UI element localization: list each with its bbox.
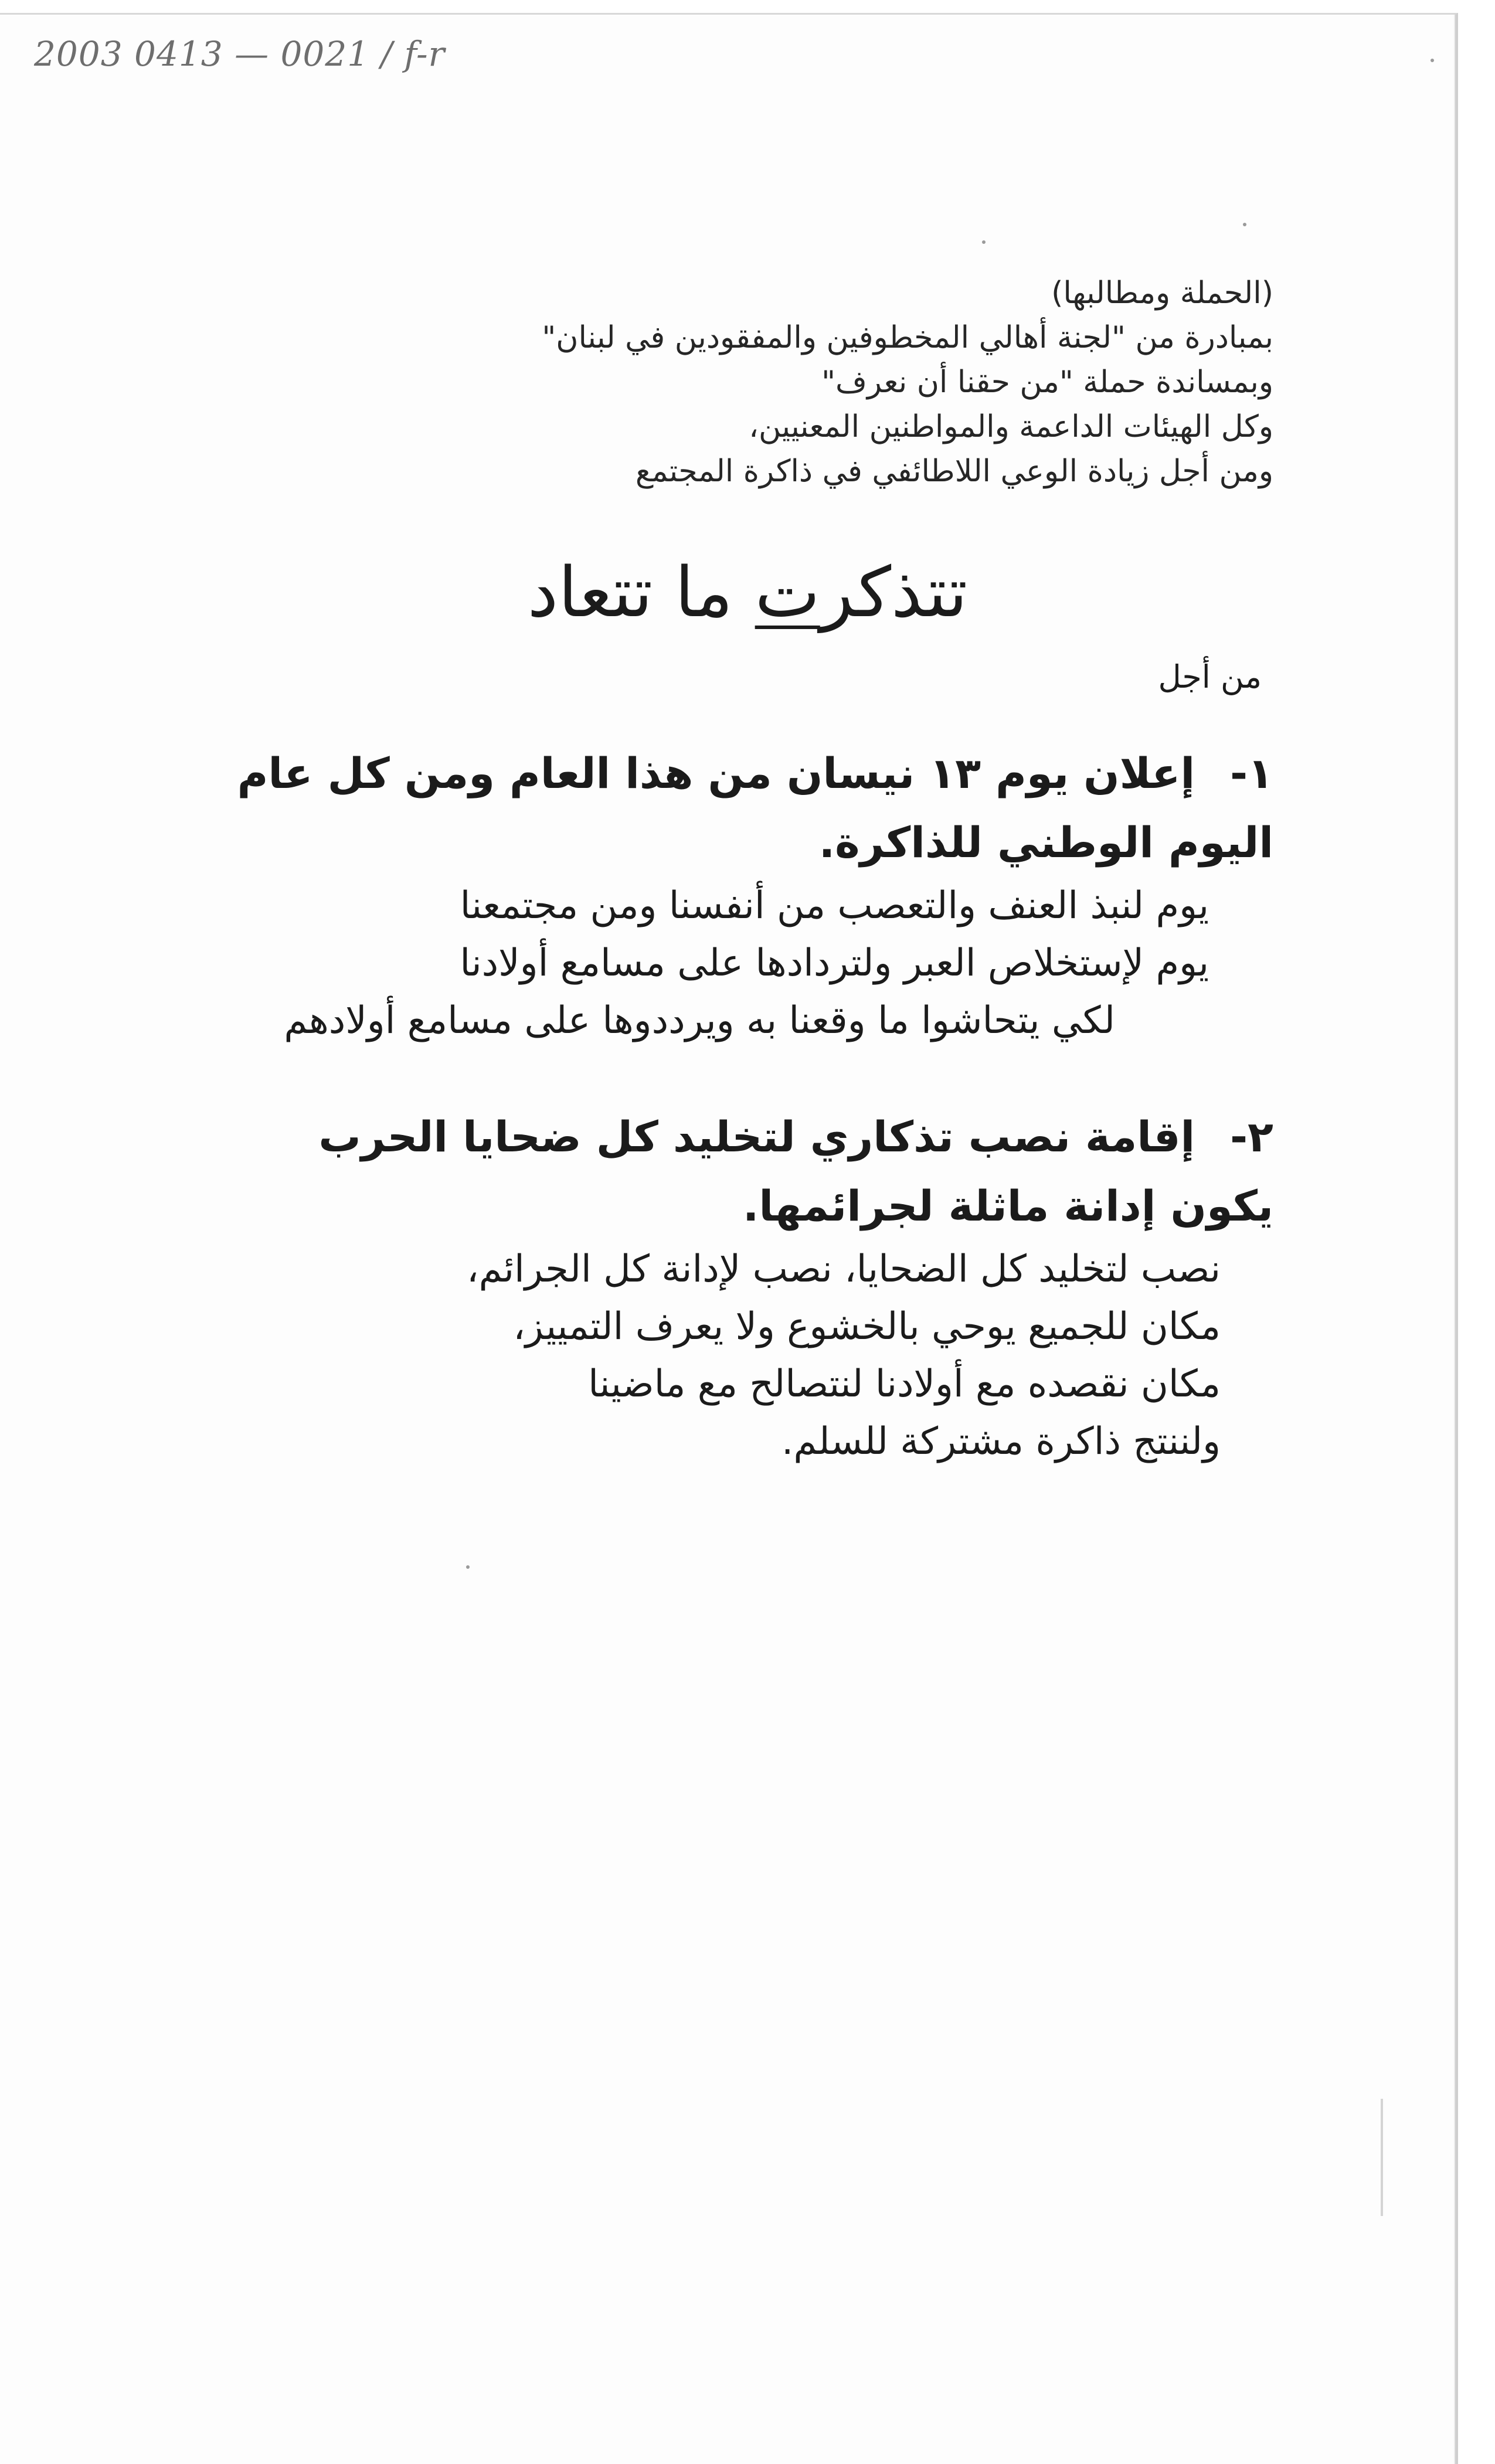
title-underlined-letter: ت [755,552,820,633]
demand-2-heading-line-2: يكون إدانة ماثلة لجرائمها. [742,1181,1273,1231]
title-part-2: ما تتعاد [527,552,755,633]
scan-speck [1243,223,1246,226]
intro-line-initiative: بمبادرة من "لجنة أهالي المخطوفين والمفقودين في لبنان" [542,320,1273,355]
demand-1-body-line: يوم لإستخلاص العبر ولتردادها على مسامع أولادنا [460,942,1209,985]
demand-1-heading-line-2: اليوم الوطني للذاكرة. [818,818,1273,867]
demand-1-body-line: يوم لنبذ العنف والتعصب من أنفسنا ومن مجتمعنا [460,884,1209,927]
intro-line-campaign: (الحملة ومطالبها) [1051,276,1273,311]
intro-line-bodies: وكل الهيئات الداعمة والمواطنين المعنيين، [749,409,1273,444]
demand-2-body-line: مكان للجميع يوحي بالخشوع ولا يعرف التمييز، [513,1305,1221,1348]
demand-2 [159,1102,1273,1470]
demand-2-number: ٢- [1230,1112,1273,1161]
demand-2-heading [159,1102,1273,1171]
intro-line-support: وبمساندة حملة "من حقنا أن نعرف" [821,365,1273,400]
demand-1-number: ١- [1230,749,1273,798]
demand-1-body [159,877,1209,1049]
scan-speck [982,240,986,244]
demand-1-heading-line-1: إعلان يوم ١٣ نيسان من هذا العام ومن كل عام [237,749,1195,798]
demand-1-heading [159,739,1273,808]
for-label: من أجل [1158,658,1262,695]
scan-edge-mark [1381,2099,1383,2216]
demand-1-body-line: لكي يتحاشوا ما وقعنا به ويرددوها على مسامع أولادهم [284,999,1115,1042]
scan-speck [466,1565,470,1569]
demand-2-heading-line-1: إقامة نصب تذكاري لتخليد كل ضحايا الحرب [318,1112,1195,1161]
intro-block [218,271,1273,494]
demand-1 [159,739,1273,1049]
title-part-1: تتذكر [820,552,968,633]
demand-2-body-line: نصب لتخليد كل الضحايا، نصب لإدانة كل الجرائم، [466,1248,1221,1291]
document-title [0,548,1495,636]
handwritten-reference-note: 2003 0413 — 0021 / f-r [34,34,446,74]
scan-speck [1431,59,1434,62]
intro-line-purpose: ومن أجل زيادة الوعي اللاطائفي في ذاكرة المجتمع [635,454,1273,489]
demand-2-body-line: ولننتج ذاكرة مشتركة للسلم. [782,1420,1221,1463]
demand-2-body-line: مكان نقصده مع أولادنا لنتصالح مع ماضينا [588,1362,1221,1406]
demand-2-body [159,1241,1221,1470]
